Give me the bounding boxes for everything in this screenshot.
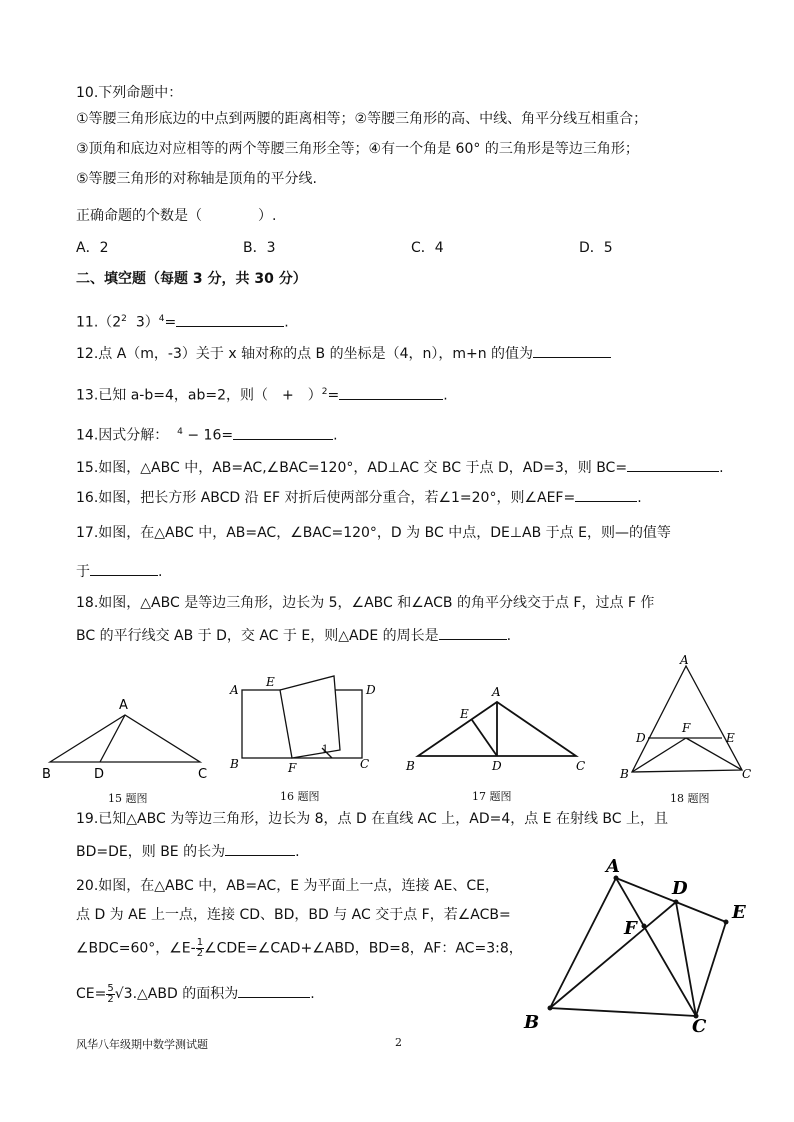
section-heading: 二、填空题（每题 3 分，共 30 分） — [76, 271, 307, 287]
q15-answer-blank[interactable] — [627, 457, 719, 472]
q17-answer-blank[interactable] — [90, 561, 158, 576]
figure-20 — [516, 852, 756, 1036]
q16 — [76, 487, 642, 507]
q20-line2: 点 D 为 AE 上一点，连接 CD、BD，BD 与 AC 交于点 F，若∠ACB= — [76, 907, 511, 923]
q10-line1: ①等腰三角形底边的中点到两腰的距离相等；②等腰三角形的高、中线、角平分线互相重合； — [76, 111, 648, 127]
fig15-label-d: D — [94, 767, 105, 782]
fig20-bd-segment — [550, 902, 676, 1008]
fig16-label-c: C — [360, 757, 370, 771]
q18-end: . — [506, 628, 512, 644]
q15-end: . — [719, 460, 724, 476]
q12-text: 12.点 A（m，-3）关于 x 轴对称的点 B 的坐标是（4，n），m+n 的值为 — [76, 346, 534, 362]
q10-title: 10.下列命题中： — [76, 85, 183, 101]
fig15-ad-segment — [100, 715, 125, 762]
q11-suffix: = — [164, 314, 177, 331]
fig18-label-a: A — [680, 653, 689, 667]
q13-sup: 2 — [321, 387, 328, 397]
q13-end: . — [443, 387, 448, 404]
q19-answer-blank[interactable] — [225, 841, 295, 856]
q19-line1: 19.已知△ABC 为等边三角形，边长为 8，点 D 在直线 AC 上，AD=4，点 E 在射线 BC 上，且 — [76, 811, 669, 827]
fig18-label-d: D — [636, 731, 646, 745]
fig16-label-b: B — [230, 757, 239, 771]
footer-title: 风华八年级期中数学测试题 — [76, 1038, 208, 1051]
fig20-label-e: E — [732, 902, 746, 923]
q19-end: . — [295, 844, 300, 860]
q20-line4 — [76, 983, 315, 1005]
q10-option-c: C．4 — [411, 240, 444, 256]
q15-text: 15.如图，△ABC 中，AB=AC,∠BAC=120°，AD⊥AC 交 BC 于点 D，AD=3，则 BC= — [76, 460, 628, 476]
q14-mid: − 16= — [182, 427, 234, 444]
fig16-label-a: A — [230, 683, 239, 697]
fig17-label-c: C — [576, 759, 586, 773]
q17-line2-text: 于 — [76, 564, 90, 580]
fig18-label-e: E — [726, 731, 735, 745]
fig20-label-c: C — [692, 1016, 707, 1036]
q11 — [76, 310, 289, 332]
q15 — [76, 457, 724, 477]
fig16-label-e: E — [266, 675, 275, 689]
fig17-label-e: E — [460, 707, 469, 721]
figure-16 — [222, 672, 392, 780]
q11-mid: 3） — [135, 314, 159, 331]
q12-answer-blank[interactable] — [533, 343, 611, 358]
q14-sup: 4 — [177, 427, 183, 437]
q11-sup2: 4 — [158, 314, 165, 324]
q16-answer-blank[interactable] — [575, 487, 637, 502]
q11-end: . — [284, 314, 289, 331]
q20-frac1-num: 1 — [196, 937, 204, 948]
q19-line2-text: BD=DE，则 BE 的长为 — [76, 844, 226, 860]
fig20-point-d — [674, 900, 679, 905]
figure-17 — [400, 682, 590, 782]
fig20-ce-segment — [696, 922, 726, 1016]
q11-prefix: 11.（2 — [76, 314, 122, 331]
q14-prefix: 14.因式分解： — [76, 427, 169, 444]
fig18-label-b: B — [620, 767, 629, 781]
fig15-label-c: C — [198, 767, 208, 782]
fig15-label-b: B — [42, 767, 51, 782]
q20-line3-part-b: ∠CDE=∠CAD+∠ABD，BD=8，AF：AC=3:8， — [204, 940, 523, 957]
fig20-label-d: D — [672, 878, 688, 899]
fig17-caption: 17 题图 — [472, 790, 512, 803]
fig17-label-d: D — [492, 759, 502, 773]
q17-line2 — [76, 561, 162, 581]
q14 — [76, 423, 338, 445]
q18-line1: 18.如图，△ABC 是等边三角形，边长为 5，∠ABC 和∠ACB 的角平分线交于点 F，过点 F 作 — [76, 595, 655, 611]
q20-line1: 20.如图，在△ABC 中，AB=AC，E 为平面上一点，连接 AE、CE， — [76, 878, 499, 894]
q10-line3: ⑤等腰三角形的对称轴是顶角的平分线. — [76, 171, 317, 187]
fig20-point-f — [642, 924, 647, 929]
figure-15 — [38, 692, 218, 784]
q19-line2 — [76, 841, 300, 861]
fig20-ad-segment — [616, 878, 676, 902]
fig18-label-f: F — [682, 721, 691, 735]
fig20-label-a: A — [606, 856, 620, 877]
q20-line3 — [76, 938, 523, 959]
q20-answer-blank[interactable] — [238, 983, 310, 998]
q10-option-d: D．5 — [579, 240, 613, 256]
q18-line2-text: BC 的平行线交 AB 于 D，交 AC 于 E，则△ADE 的周长是 — [76, 628, 439, 644]
q14-end: . — [333, 427, 338, 444]
q12 — [76, 343, 611, 363]
fig16-label-d: D — [366, 683, 376, 697]
fig16-caption: 16 题图 — [280, 790, 320, 803]
q20-line4-part-b: √3.△ABD 的面积为 — [114, 986, 239, 1002]
q10-option-a: A．2 — [76, 240, 109, 256]
q14-answer-blank[interactable] — [233, 425, 333, 440]
fig16-label-f: F — [288, 761, 297, 775]
fig17-label-a: A — [492, 685, 501, 699]
page-number: 2 — [395, 1036, 402, 1049]
q13-answer-blank[interactable] — [339, 385, 443, 400]
q18-answer-blank[interactable] — [439, 625, 507, 640]
q17-line1: 17.如图，在△ABC 中，AB=AC，∠BAC=120°，D 为 BC 中点，DE⊥AB 于点 E，则—的值等 — [76, 525, 671, 541]
q13-suffix: = — [327, 387, 340, 404]
fig17-de-segment — [472, 720, 497, 756]
q13 — [76, 383, 448, 405]
figure-18 — [612, 652, 762, 784]
fig18-caption: 18 题图 — [670, 792, 710, 805]
q11-answer-blank[interactable] — [176, 312, 284, 327]
fig16-folded-part — [280, 676, 340, 758]
q10-option-b: B．3 — [243, 240, 276, 256]
q13-prefix: 13.已知 a-b=4，ab=2，则（ + ） — [76, 387, 322, 404]
fig15-label-a: A — [119, 698, 128, 713]
fig20-label-b: B — [524, 1012, 540, 1033]
q16-text: 16.如图，把长方形 ABCD 沿 EF 对折后使两部分重合，若∠1=20°，则∠AEF= — [76, 490, 576, 506]
fig15-triangle — [50, 715, 200, 762]
fig16-label-angle1: 1 — [322, 744, 329, 755]
q17-end: . — [158, 564, 163, 580]
q20-end: . — [310, 986, 315, 1002]
q20-line3-part-a: ∠BDC=60°，∠E- — [76, 940, 196, 957]
q10-ask: 正确命题的个数是（ ）. — [76, 208, 277, 224]
fig20-point-b — [548, 1006, 553, 1011]
q16-end: . — [637, 490, 642, 506]
q20-line4-part-a: CE= — [76, 986, 107, 1002]
q20-frac1-den: 2 — [196, 948, 204, 959]
q20-frac2-num: 5 — [107, 982, 114, 994]
fig18-label-c: C — [742, 767, 752, 781]
fig17-label-b: B — [406, 759, 415, 773]
q20-frac2-den: 2 — [107, 993, 114, 1005]
fig20-point-e — [724, 920, 729, 925]
fig18-triangle — [632, 666, 742, 772]
q10-line2: ③顶角和底边对应相等的两个等腰三角形全等；④有一个角是 60° 的三角形是等边三角形； — [76, 141, 639, 157]
q20-fraction-five-halves — [106, 984, 114, 1005]
q11-sup1: 2 — [121, 314, 127, 324]
q18-line2 — [76, 625, 511, 645]
q20-fraction-half — [196, 938, 204, 959]
fig20-de-segment — [676, 902, 726, 922]
fig20-label-f: F — [624, 918, 637, 939]
fig15-caption: 15 题图 — [108, 792, 148, 805]
